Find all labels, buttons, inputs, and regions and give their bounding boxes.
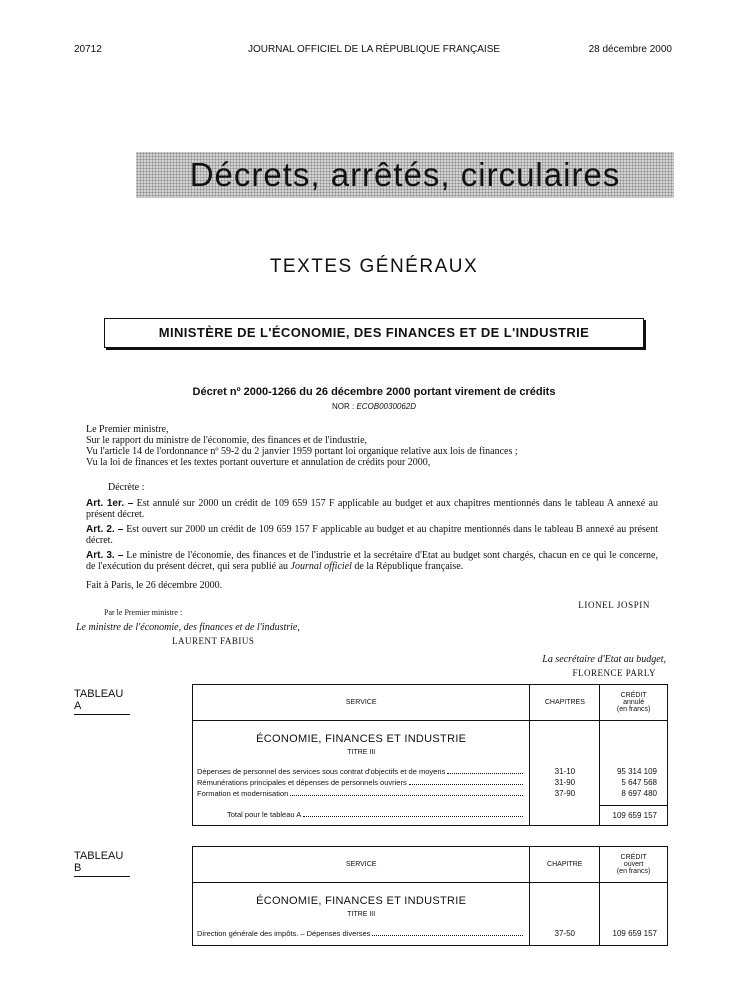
header-credit [600, 847, 668, 883]
article-label: Art. 2. – [86, 524, 124, 535]
issue-date: 28 décembre 2000 [588, 44, 672, 55]
decree-intro [86, 424, 656, 468]
tableau-a [192, 684, 668, 826]
banner-title: Décrets, arrêtés, circulaires [189, 156, 621, 193]
credit-label: CRÉDIT [620, 692, 647, 699]
table-header-row [193, 685, 668, 721]
row-credit: 5 647 568 [621, 777, 657, 787]
intro-line: Sur le rapport du ministre de l'économie, des finances et de l'industrie, [86, 435, 368, 446]
intro-line: Vu la loi de finances et les textes portant ouverture et annulation de crédits pour 2000, [86, 457, 431, 468]
minister-name: LAURENT FABIUS [172, 636, 255, 646]
article-label: Art. 3. – [86, 550, 124, 561]
group-title: ÉCONOMIE, FINANCES ET INDUSTRIE [256, 895, 467, 907]
minister-role: Le ministre de l'économie, des finances et de l'industrie, [76, 622, 300, 633]
total-value: 109 659 157 [612, 810, 657, 820]
table-row [193, 766, 529, 777]
group-subtitle: TITRE III [347, 911, 376, 918]
article-1 [86, 498, 658, 520]
decree-nor [0, 402, 748, 411]
row-chapitre: 31-90 [554, 778, 576, 787]
signature-prime-minister: LIONEL JOSPIN [578, 600, 650, 610]
journal-title: JOURNAL OFFICIEL DE LA RÉPUBLIQUE FRANÇAISE [247, 44, 501, 55]
intro-line: Vu l'article 14 de l'ordonnance nº 59-2 du 2 janvier 1959 portant loi organique relative aux lois de finances ; [86, 446, 518, 457]
total-row [193, 805, 668, 825]
table-body-row [193, 883, 668, 946]
total-label: Total pour le tableau A [227, 810, 302, 820]
table-row [193, 777, 529, 788]
row-service: Dépenses de personnel des services sous contrat d'objectifs et de moyens [197, 767, 446, 776]
credit-type: annulé [623, 699, 645, 706]
row-service: Formation et modernisation [197, 789, 289, 798]
decrete-line: Décrète : [108, 482, 145, 493]
tableau-b [192, 846, 668, 946]
signing-place-date: Fait à Paris, le 26 décembre 2000. [86, 580, 223, 591]
table-body-row [193, 721, 668, 806]
credit-unit: (en francs) [616, 706, 651, 713]
nor-label: NOR : [331, 402, 355, 411]
header-chapitres: CHAPITRES [530, 685, 600, 721]
article-text: Le ministre de l'économie, des finances et de l'industrie et la secrétaire d'Etat au budget sont chargés, chacun en ce qui le concerne, de l'exécution du présent décret, qui sera publié au [86, 550, 659, 572]
tableau-b-label: TABLEAU B [74, 850, 130, 877]
secretary-role: La secrétaire d'Etat au budget, [542, 654, 666, 665]
section-banner [136, 152, 674, 198]
group-subtitle: TITRE III [347, 749, 376, 756]
header-service: SERVICE [193, 847, 530, 883]
nor-code: ECOB0030062D [356, 402, 417, 411]
article-3 [86, 550, 658, 572]
table-row [193, 788, 529, 799]
intro-line: Le Premier ministre, [86, 424, 169, 435]
par-premier-ministre: Par le Premier ministre : [104, 608, 183, 617]
article-2 [86, 524, 658, 546]
credit-label: CRÉDIT [620, 854, 647, 861]
journal-officiel-italic: Journal officiel [290, 561, 352, 572]
group-title: ÉCONOMIE, FINANCES ET INDUSTRIE [256, 733, 467, 745]
article-text: Est ouvert sur 2000 un crédit de 109 659 157 F applicable au budget et au chapitre mentionnés dans le tableau B annexé au présent décret. [86, 524, 658, 546]
row-credit: 8 697 480 [621, 788, 657, 798]
secretary-name: FLORENCE PARLY [572, 668, 656, 678]
header-service: SERVICE [193, 685, 530, 721]
header-chapitre: CHAPITRE [530, 847, 600, 883]
row-service: Direction générale des impôts. – Dépenses diverses [197, 929, 371, 938]
table-header-row [193, 847, 668, 883]
row-credit: 109 659 157 [612, 929, 657, 938]
row-chapitre: 37-90 [554, 789, 576, 798]
table-row [193, 928, 529, 939]
ministry-name: MINISTÈRE DE L'ÉCONOMIE, DES FINANCES ET DE L'INDUSTRIE [158, 325, 590, 340]
row-service: Rémunérations principales et dépenses de personnels ouvriers [197, 778, 407, 787]
article-label: Art. 1er. – [86, 498, 134, 509]
credit-unit: (en francs) [616, 868, 651, 875]
row-credit: 95 314 109 [616, 766, 657, 776]
header-credit [600, 685, 668, 721]
ministry-box [104, 318, 644, 348]
page-number: 20712 [74, 44, 102, 55]
credit-type: ouvert [623, 861, 644, 868]
article-text-end: de la République française. [351, 561, 464, 572]
article-text: Est annulé sur 2000 un crédit de 109 659 157 F applicable au budget et aux chapitres mentionnés dans le tableau A annexé au présent décret. [86, 498, 658, 520]
section-title: TEXTES GÉNÉRAUX [269, 256, 479, 277]
row-chapitre: 37-50 [554, 929, 575, 938]
decree-title: Décret nº 2000-1266 du 26 décembre 2000 portant virement de crédits [192, 386, 556, 398]
row-chapitre: 31-10 [554, 767, 576, 776]
tableau-a-label: TABLEAU A [74, 688, 130, 715]
